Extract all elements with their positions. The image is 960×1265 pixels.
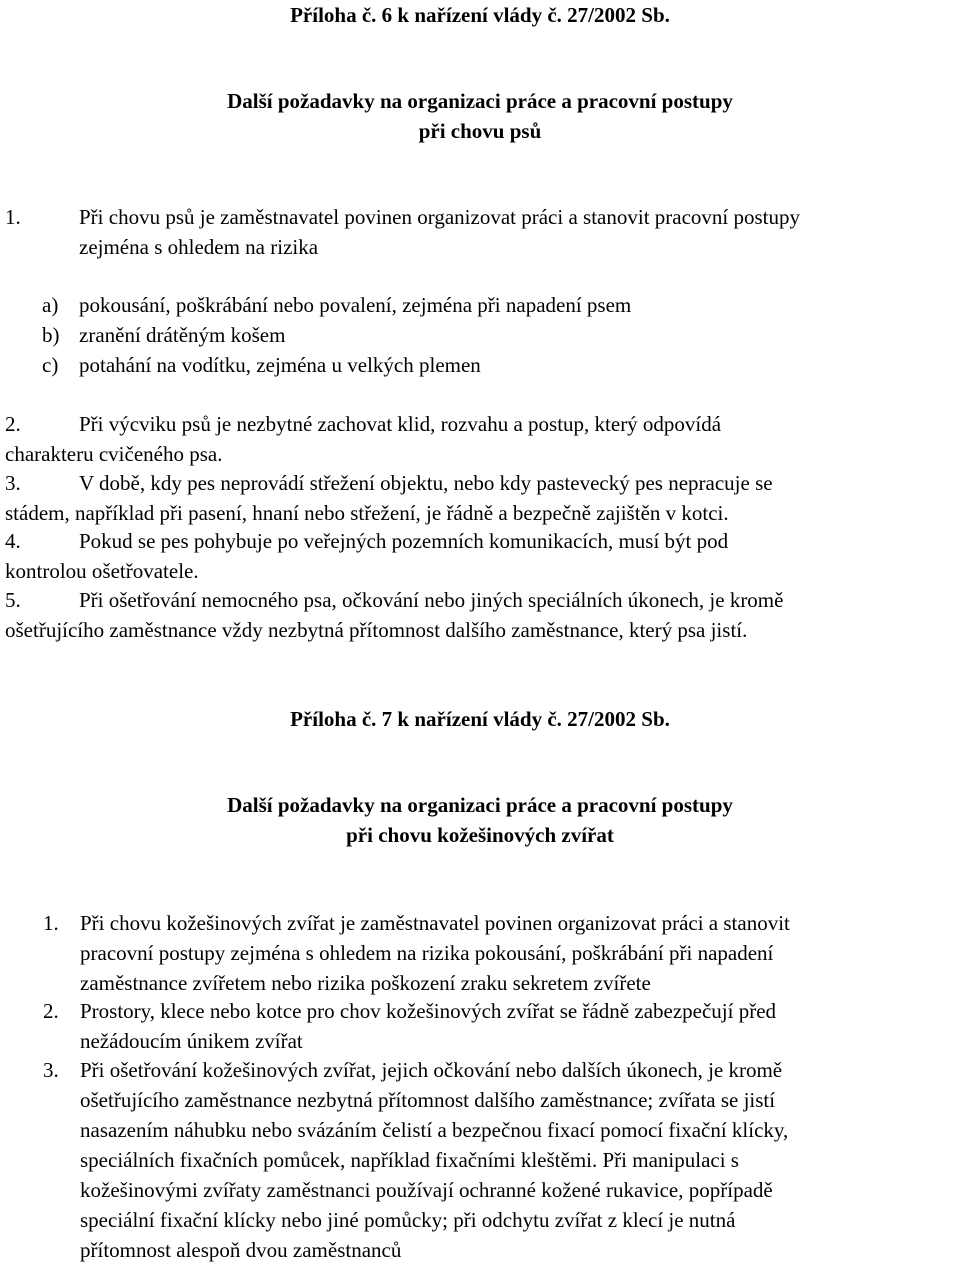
item-number: 4.: [5, 529, 21, 553]
item-number: 3.: [5, 471, 21, 495]
annex6-item-2: [5, 409, 955, 469]
annex7-title-line2: při chovu kožešinových zvířat: [346, 823, 614, 847]
item-text: charakteru cvičeného psa.: [5, 442, 223, 466]
subitem-text: potahání na vodítku, zejména u velkých plemen: [79, 353, 481, 377]
annex6-title-line2: při chovu psů: [418, 119, 542, 143]
subitem-label: b): [42, 323, 60, 347]
annex7-item-2: [5, 996, 955, 1056]
list-item: [5, 290, 955, 320]
annex7-item-3: [5, 1055, 955, 1265]
item-text: kontrolou ošetřovatele.: [5, 559, 199, 583]
item-number: 3.: [43, 1058, 59, 1082]
item-number: 2.: [43, 999, 59, 1023]
item-text: nežádoucím únikem zvířat: [80, 1029, 303, 1053]
item-text: V době, kdy pes neprovádí střežení objektu, nebo kdy pastevecký pes nepracuje se: [79, 471, 773, 495]
item-text: Při ošetřování nemocného psa, očkování nebo jiných speciálních úkonech, je kromě: [79, 588, 784, 612]
item-text: nasazením náhubku nebo svázáním čelistí a bezpečnou fixací pomocí fixační klícky,: [80, 1118, 789, 1142]
item-number: 1.: [5, 205, 21, 229]
item-text: přítomnost alespoň dvou zaměstnanců: [80, 1238, 402, 1262]
annex6-item-4: [5, 526, 955, 586]
annex7-item-1: [5, 908, 955, 998]
item-text: stádem, například při pasení, hnaní nebo střežení, je řádně a bezpečně zajištěn v kotci.: [5, 501, 729, 525]
item-text: zejména s ohledem na rizika: [79, 235, 319, 259]
annex6-item-5: [5, 585, 955, 645]
item-text: Při ošetřování kožešinových zvířat, jejich očkování nebo dalších úkonech, je kromě: [80, 1058, 783, 1082]
item-text: Při chovu kožešinových zvířat je zaměstnavatel povinen organizovat práci a stanovit: [80, 911, 790, 935]
subitem-label: a): [42, 293, 59, 317]
subitem-label: c): [42, 353, 59, 377]
item-text: kožešinovými zvířaty zaměstnanci používají ochranné kožené rukavice, popřípadě: [80, 1178, 773, 1202]
item-text: Prostory, klece nebo kotce pro chov kožešinových zvířat se řádně zabezpečují před: [80, 999, 777, 1023]
list-item: [5, 350, 955, 380]
item-number: 1.: [43, 911, 59, 935]
item-text: zaměstnance zvířetem nebo rizika poškození zraku sekretem zvířete: [80, 971, 651, 995]
list-item: [5, 320, 955, 350]
subitem-text: zranění drátěným košem: [79, 323, 286, 347]
annex6-title-line1: Další požadavky na organizaci práce a pracovní postupy: [227, 89, 733, 113]
subitem-text: pokousání, poškrábání nebo povalení, zejména při napadení psem: [79, 293, 632, 317]
annex7-heading: Příloha č. 7 k nařízení vlády č. 27/2002 Sb.: [290, 707, 670, 731]
annex6-item-1: [5, 202, 955, 262]
item-text: Při chovu psů je zaměstnavatel povinen organizovat práci a stanovit pracovní postupy: [79, 205, 801, 229]
item-number: 2.: [5, 412, 21, 436]
item-text: ošetřujícího zaměstnance nezbytná přítomnost dalšího zaměstnance; zvířata se jistí: [80, 1088, 776, 1112]
item-text: speciálních fixačních pomůcek, například fixačními kleštěmi. Při manipulaci s: [80, 1148, 739, 1172]
annex6-heading: Příloha č. 6 k nařízení vlády č. 27/2002 Sb.: [290, 3, 670, 27]
item-text: Pokud se pes pohybuje po veřejných pozemních komunikacích, musí být pod: [79, 529, 729, 553]
item-text: pracovní postupy zejména s ohledem na rizika pokousání, poškrábání při napadení: [80, 941, 774, 965]
annex6-subitems: [5, 290, 955, 380]
item-text: ošetřujícího zaměstnance vždy nezbytná přítomnost dalšího zaměstnance, který psa jistí.: [5, 618, 748, 642]
annex6-item-3: [5, 468, 955, 528]
item-number: 5.: [5, 588, 21, 612]
item-text: speciální fixační klícky nebo jiné pomůcky; při odchytu zvířat z klecí je nutná: [80, 1208, 736, 1232]
item-text: Při výcviku psů je nezbytné zachovat klid, rozvahu a postup, který odpovídá: [79, 412, 722, 436]
annex7-title-line1: Další požadavky na organizaci práce a pracovní postupy: [227, 793, 733, 817]
